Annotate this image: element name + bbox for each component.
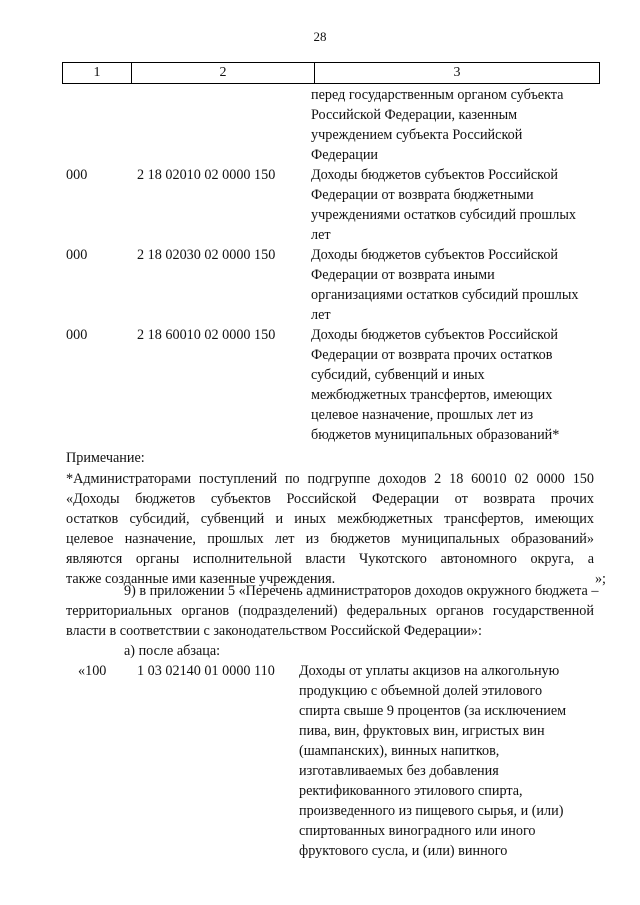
note-line: «Доходы бюджетов субъектов Российской Федерации от возврата прочих <box>66 491 594 507</box>
desc-line: Доходы от уплаты акцизов на алкогольную <box>299 663 560 679</box>
row-budget-code: 1 03 02140 01 0000 110 <box>137 663 275 679</box>
desc-line: учреждением субъекта Российской <box>311 127 523 143</box>
row-description <box>311 325 559 445</box>
desc-line: Российской Федерации, казенным <box>311 107 518 123</box>
desc-line: Доходы бюджетов субъектов Российской <box>311 327 559 343</box>
desc-line: Доходы бюджетов субъектов Российской <box>311 167 559 183</box>
desc-line: межбюджетных трансфертов, имеющих <box>311 387 553 403</box>
note-line: *Администраторами поступлений по подгруппе доходов 2 18 60010 02 0000 150 <box>66 471 594 487</box>
note-title: Примечание: <box>66 450 145 466</box>
desc-line: лет <box>311 307 331 323</box>
closing-quote: »; <box>594 571 606 587</box>
desc-line: Федерации <box>311 147 379 163</box>
paragraph-line: территориальных органов (подразделений) федеральных органов государственной <box>66 603 594 619</box>
desc-line: организациями остатков субсидий прошлых <box>311 287 579 303</box>
desc-line: лет <box>311 227 331 243</box>
table-header-col1: 1 <box>63 63 132 83</box>
continued-description <box>311 85 563 165</box>
amendment-paragraph <box>66 581 599 641</box>
table-header-col3: 3 <box>453 65 461 80</box>
desc-line: субсидий, субвенций и иных <box>311 367 485 383</box>
note-line: остатков субсидий, субвенций и иных межбюджетных трансфертов, имеющих <box>66 511 594 527</box>
desc-line: перед государственным органом субъекта <box>311 87 564 103</box>
desc-line: учреждениями остатков субсидий прошлых <box>311 207 577 223</box>
desc-line: Доходы бюджетов субъектов Российской <box>311 247 559 263</box>
desc-line: Федерации от возврата бюджетными <box>311 187 534 203</box>
desc-line: (шампанских), винных напитков, <box>299 743 500 759</box>
desc-line: произведенного из пищевого сырья, и (или) <box>299 803 564 819</box>
row-budget-code: 2 18 02010 02 0000 150 <box>137 167 276 183</box>
table-header-col2: 2 <box>132 63 315 83</box>
row-budget-code: 2 18 02030 02 0000 150 <box>137 247 276 263</box>
desc-line: спиртованных виноградного или иного <box>299 823 536 839</box>
desc-line: изготавливаемых без добавления <box>299 763 499 779</box>
desc-line: целевое назначение, прошлых лет из <box>311 407 534 423</box>
desc-line: продукцию с объемной долей этилового <box>299 683 543 699</box>
desc-line: ректификованного этилового спирта, <box>299 783 523 799</box>
desc-line: спирта свыше 9 процентов (за исключением <box>299 703 567 719</box>
desc-line: пива, вин, фруктовых вин, игристых вин <box>299 723 545 739</box>
row-description <box>299 661 566 861</box>
row-description <box>311 165 576 245</box>
subitem-label: а) после абзаца: <box>124 643 221 659</box>
row-admin-code: 000 <box>66 167 88 183</box>
row-description <box>311 245 578 325</box>
table-header <box>62 62 600 84</box>
row-admin-code: 000 <box>66 247 88 263</box>
row-budget-code: 2 18 60010 02 0000 150 <box>137 327 276 343</box>
page-number: 28 <box>313 29 327 44</box>
note-body <box>66 469 606 589</box>
desc-line: Федерации от возврата иными <box>311 267 495 283</box>
desc-line: бюджетов муниципальных образований* <box>311 427 560 443</box>
row-admin-code: «100 <box>78 663 107 679</box>
desc-line: Федерации от возврата прочих остатков <box>311 347 553 363</box>
desc-line: фруктового сусла, и (или) винного <box>299 843 508 859</box>
row-admin-code: 000 <box>66 327 88 343</box>
note-last-text: также созданные ими казенные учреждения. <box>66 571 336 587</box>
note-line: являются органы исполнительной власти Чукотского автономного округа, а <box>66 551 594 567</box>
paragraph-line: 9) в приложении 5 «Перечень администраторов доходов окружного бюджета – <box>124 583 599 599</box>
paragraph-last-line: власти в соответствии с законодательством Российской Федерации»: <box>66 623 482 639</box>
note-line: целевое назначение, прошлых лет из бюджетов муниципальных образований» <box>66 531 594 547</box>
